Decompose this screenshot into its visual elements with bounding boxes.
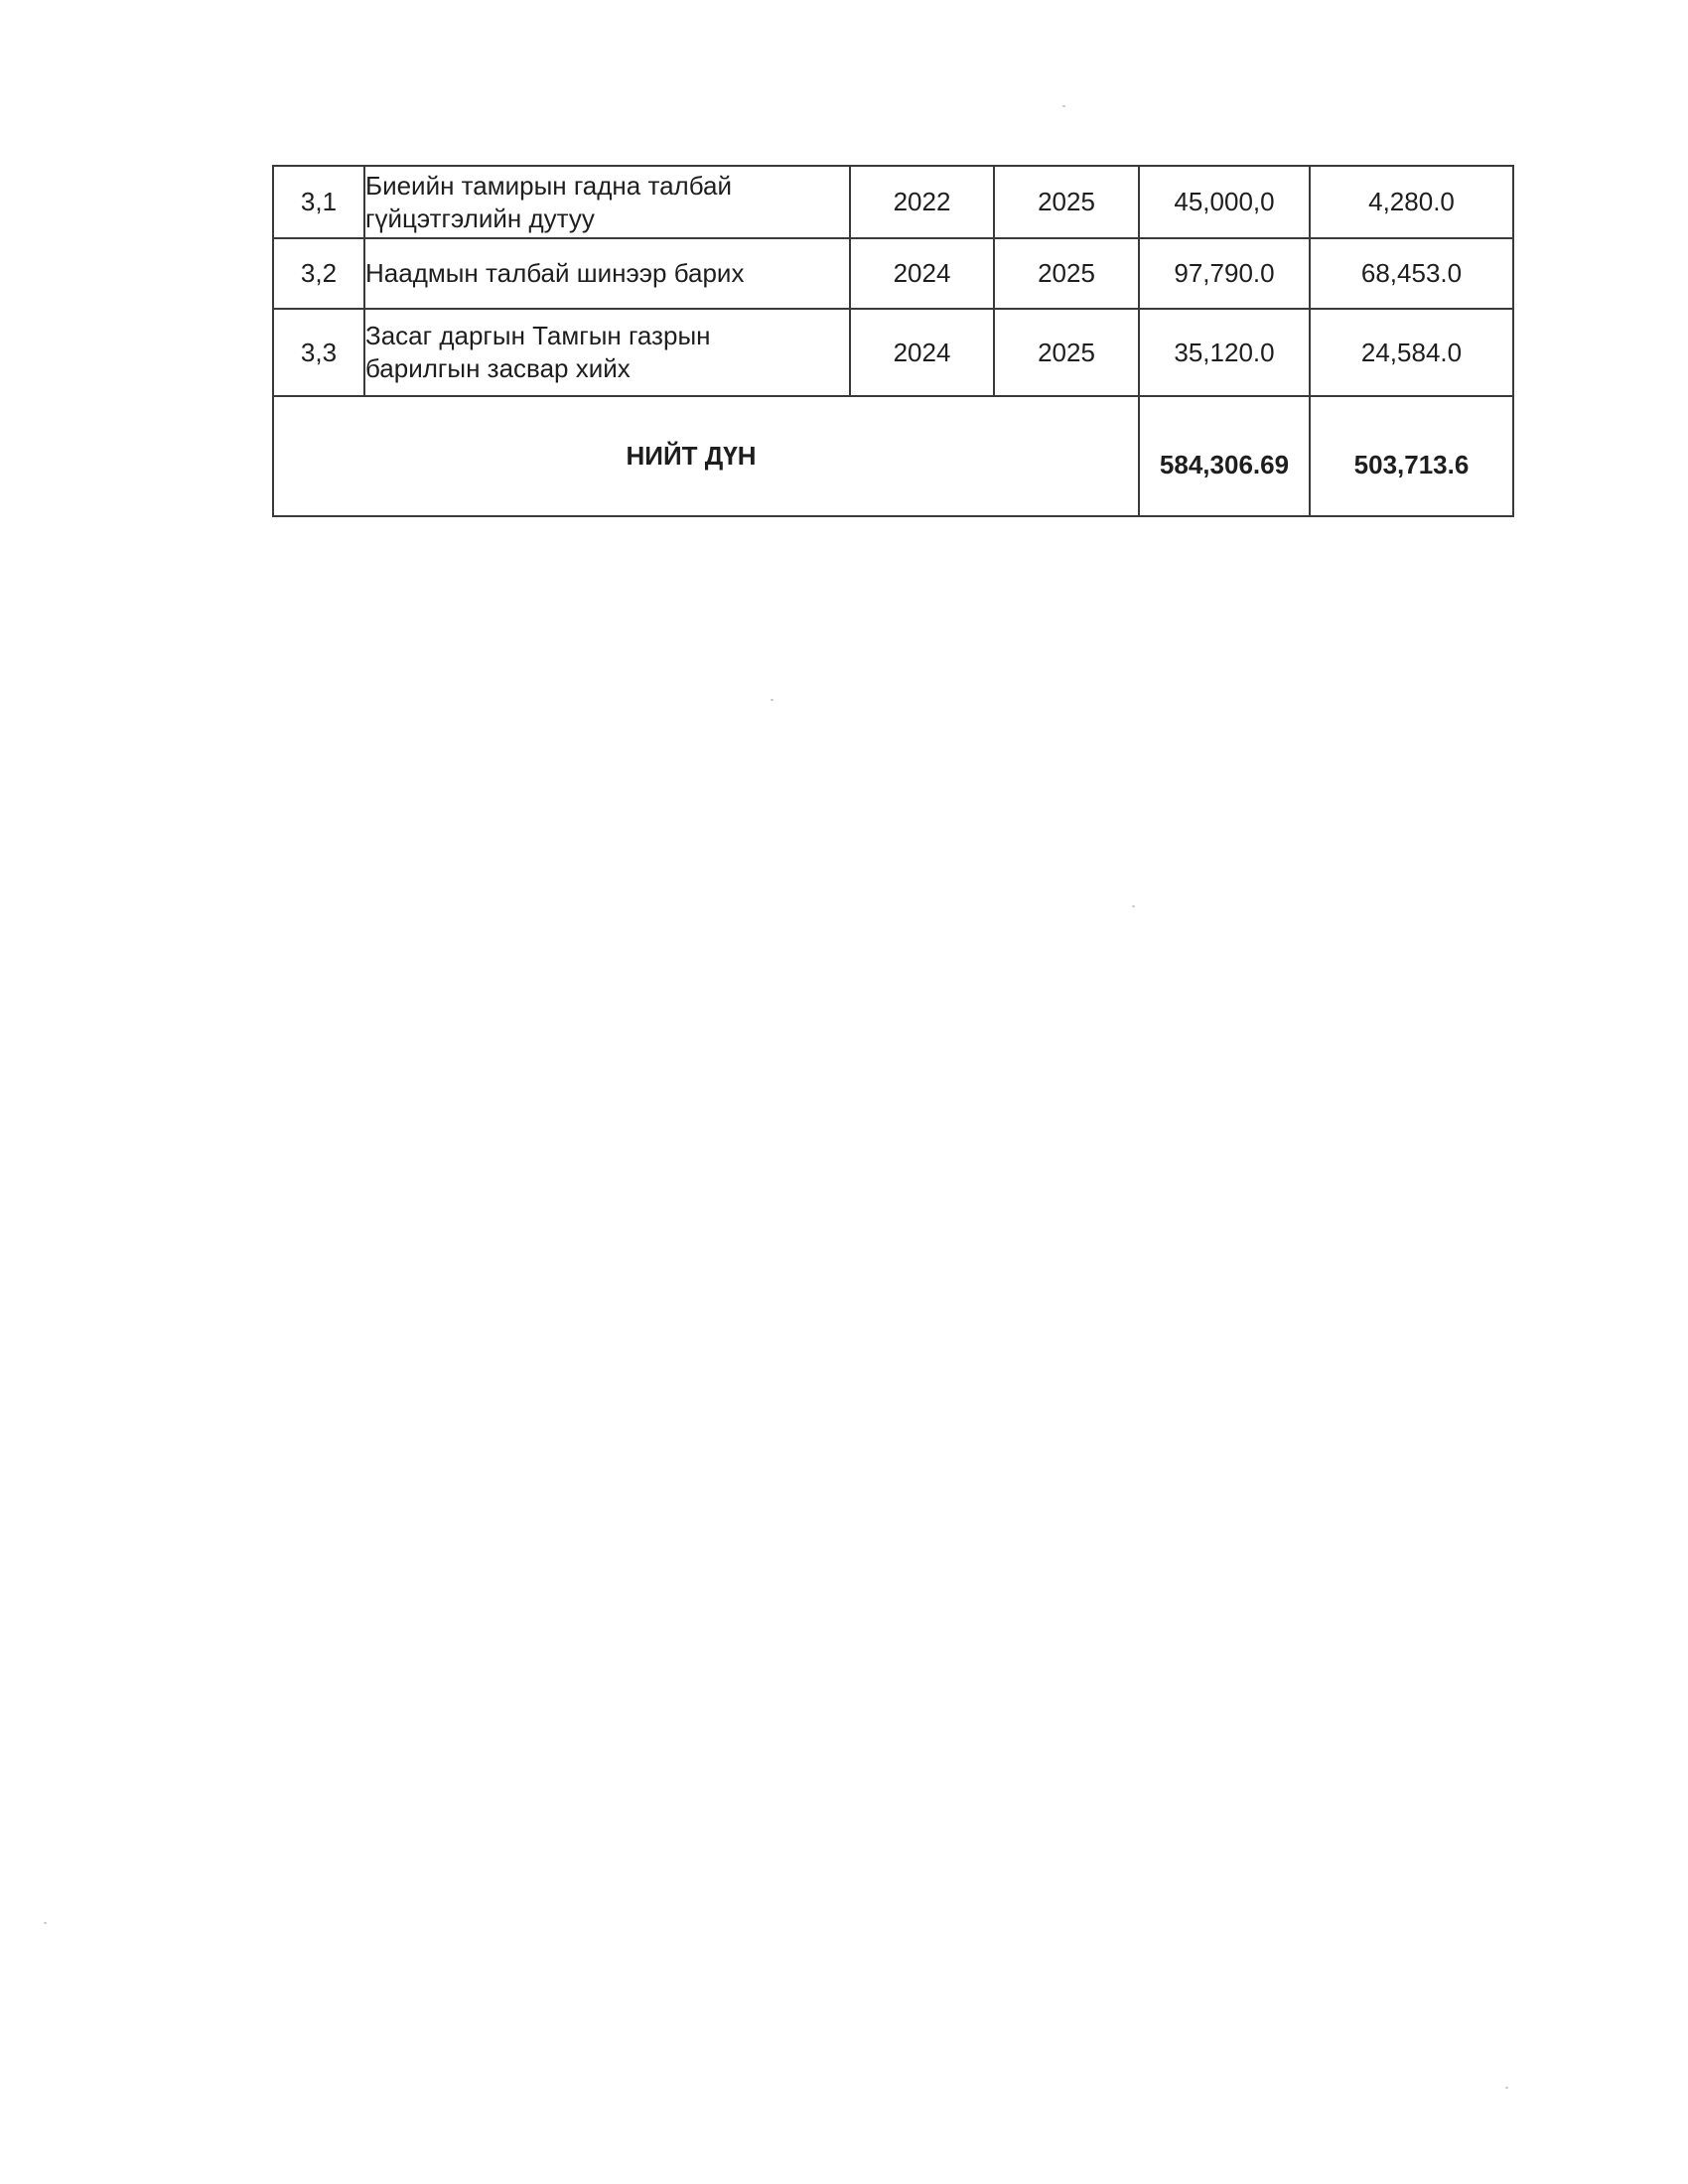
amount-allocated: 68,453.0 [1310,238,1513,309]
project-name-line: Биеийн тамирын гадна талбай [365,170,732,201]
project-name [364,309,850,396]
end-year: 2025 [994,309,1139,396]
start-year: 2022 [850,166,994,238]
scan-speck [771,699,774,701]
amount-allocated: 24,584.0 [1310,309,1513,396]
start-year: 2024 [850,238,994,309]
amount-total-cost: 35,120.0 [1139,309,1310,396]
project-name [364,166,850,238]
end-year: 2025 [994,238,1139,309]
amount-total-cost: 45,000,0 [1139,166,1310,238]
scan-speck [1062,105,1065,107]
amount-total-cost: 97,790.0 [1139,238,1310,309]
project-name [364,238,850,309]
total-amount-total-cost: 584,306.69 [1139,396,1310,516]
table-row [273,309,1513,396]
total-amount-allocated: 503,713.6 [1310,396,1513,516]
scan-speck [1505,2087,1508,2089]
project-name-line: Засаг даргын Тамгын газрын [365,321,711,350]
project-name-line: гүйцэтгэлийн дутуу [365,203,595,233]
total-label: НИЙТ ДҮН [273,396,1139,516]
total-row [273,396,1513,516]
table-row [273,166,1513,238]
table-row [273,238,1513,309]
scan-speck [1132,905,1135,907]
end-year: 2025 [994,166,1139,238]
project-name-line: барилгын засвар хийх [365,353,631,383]
budget-table [272,165,1514,517]
row-number: 3,1 [273,166,364,238]
amount-allocated: 4,280.0 [1310,166,1513,238]
scan-speck [44,1922,47,1924]
project-name-line: Наадмын талбай шинээр барих [365,258,745,288]
row-number: 3,3 [273,309,364,396]
row-number: 3,2 [273,238,364,309]
start-year: 2024 [850,309,994,396]
